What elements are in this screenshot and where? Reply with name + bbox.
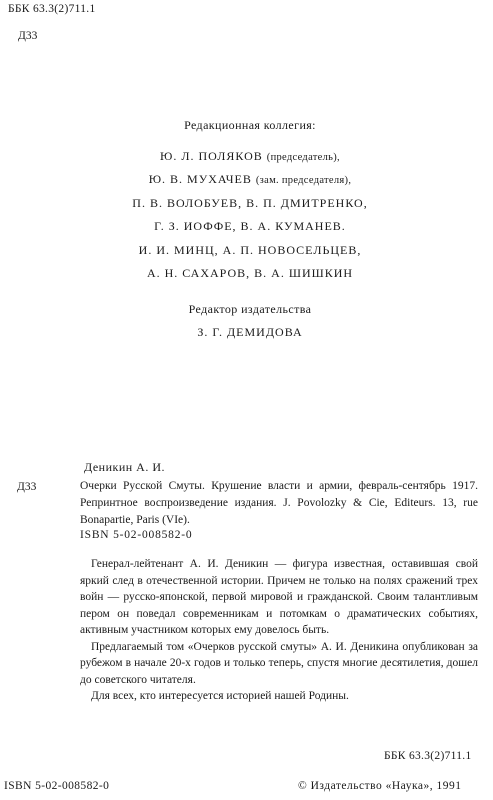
board-member-name: А. Н. САХАРОВ, В. А. ШИШКИН	[146, 265, 354, 280]
editorial-board-heading: Редакционная коллегия:	[184, 118, 316, 132]
board-member-role: (зам. председателя),	[255, 175, 352, 187]
annotation-paragraph: Для всех, кто интересуется историей нашей Родины.	[91, 690, 349, 702]
board-member	[40, 192, 460, 215]
board-member-name: Ю. Л. ПОЛЯКОВ	[160, 149, 263, 163]
board-member-role: (председатель),	[266, 152, 340, 163]
annotation-paragraph: Предлагаемый том «Очерков русской смуты» А. И. Деникина опубликован за рубежом в начале 20-х годов и только теперь, спустя многие десятилетия, дошел до советского читателя.	[80, 640, 478, 686]
catalog-code: Д33	[17, 481, 37, 493]
board-member	[40, 262, 460, 285]
bbk-code-bottom: ББК 63.3(2)711.1	[384, 750, 472, 762]
board-member	[40, 168, 460, 191]
copyright: © Издательство «Наука», 1991	[298, 780, 462, 792]
board-member	[40, 239, 460, 262]
catalog-isbn: ISBN 5-02-008582-0	[80, 529, 193, 541]
editor-heading: Редактор издательства	[188, 302, 312, 317]
board-member	[40, 215, 460, 238]
board-member-name: Г. З. ИОФФЕ, В. А. КУМАНЕВ.	[154, 219, 346, 234]
bbk-code-top: ББК 63.3(2)711.1	[8, 3, 96, 15]
editorial-board	[40, 115, 460, 345]
annotation	[80, 556, 478, 705]
editor-name: З. Г. ДЕМИДОВА	[197, 325, 303, 340]
catalog-author: Деникин А. И.	[84, 460, 166, 474]
author-code-top: Д33	[18, 30, 38, 42]
board-member	[40, 145, 460, 168]
board-member-name: И. И. МИНЦ, А. П. НОВОСЕЛЬЦЕВ,	[138, 242, 362, 257]
board-member-name: Ю. В. МУХАЧЕВ	[148, 172, 252, 187]
catalog-description: Очерки Русской Смуты. Крушение власти и армии, февраль-сентябрь 1917. Репринтное воспроизведение издания. J. Povolozky & Cie, Editeurs. 13, rue Bonapartie, Paris (VIe).	[80, 480, 478, 526]
annotation-paragraph: Генерал-лейтенант А. И. Деникин — фигура известная, оставившая свой яркий след в отечественной истории. Причем не только на полях сражений трех войн — русско-японской, первой мировой и гражданской. Своим талантливым пером он поведал современникам и потомкам о драматических событиях, активным участником которых ему довелось быть.	[80, 558, 478, 636]
isbn-bottom: ISBN 5-02-008582-0	[4, 780, 110, 792]
board-member-name: П. В. ВОЛОБУЕВ, В. П. ДМИТРЕНКО,	[132, 195, 368, 210]
